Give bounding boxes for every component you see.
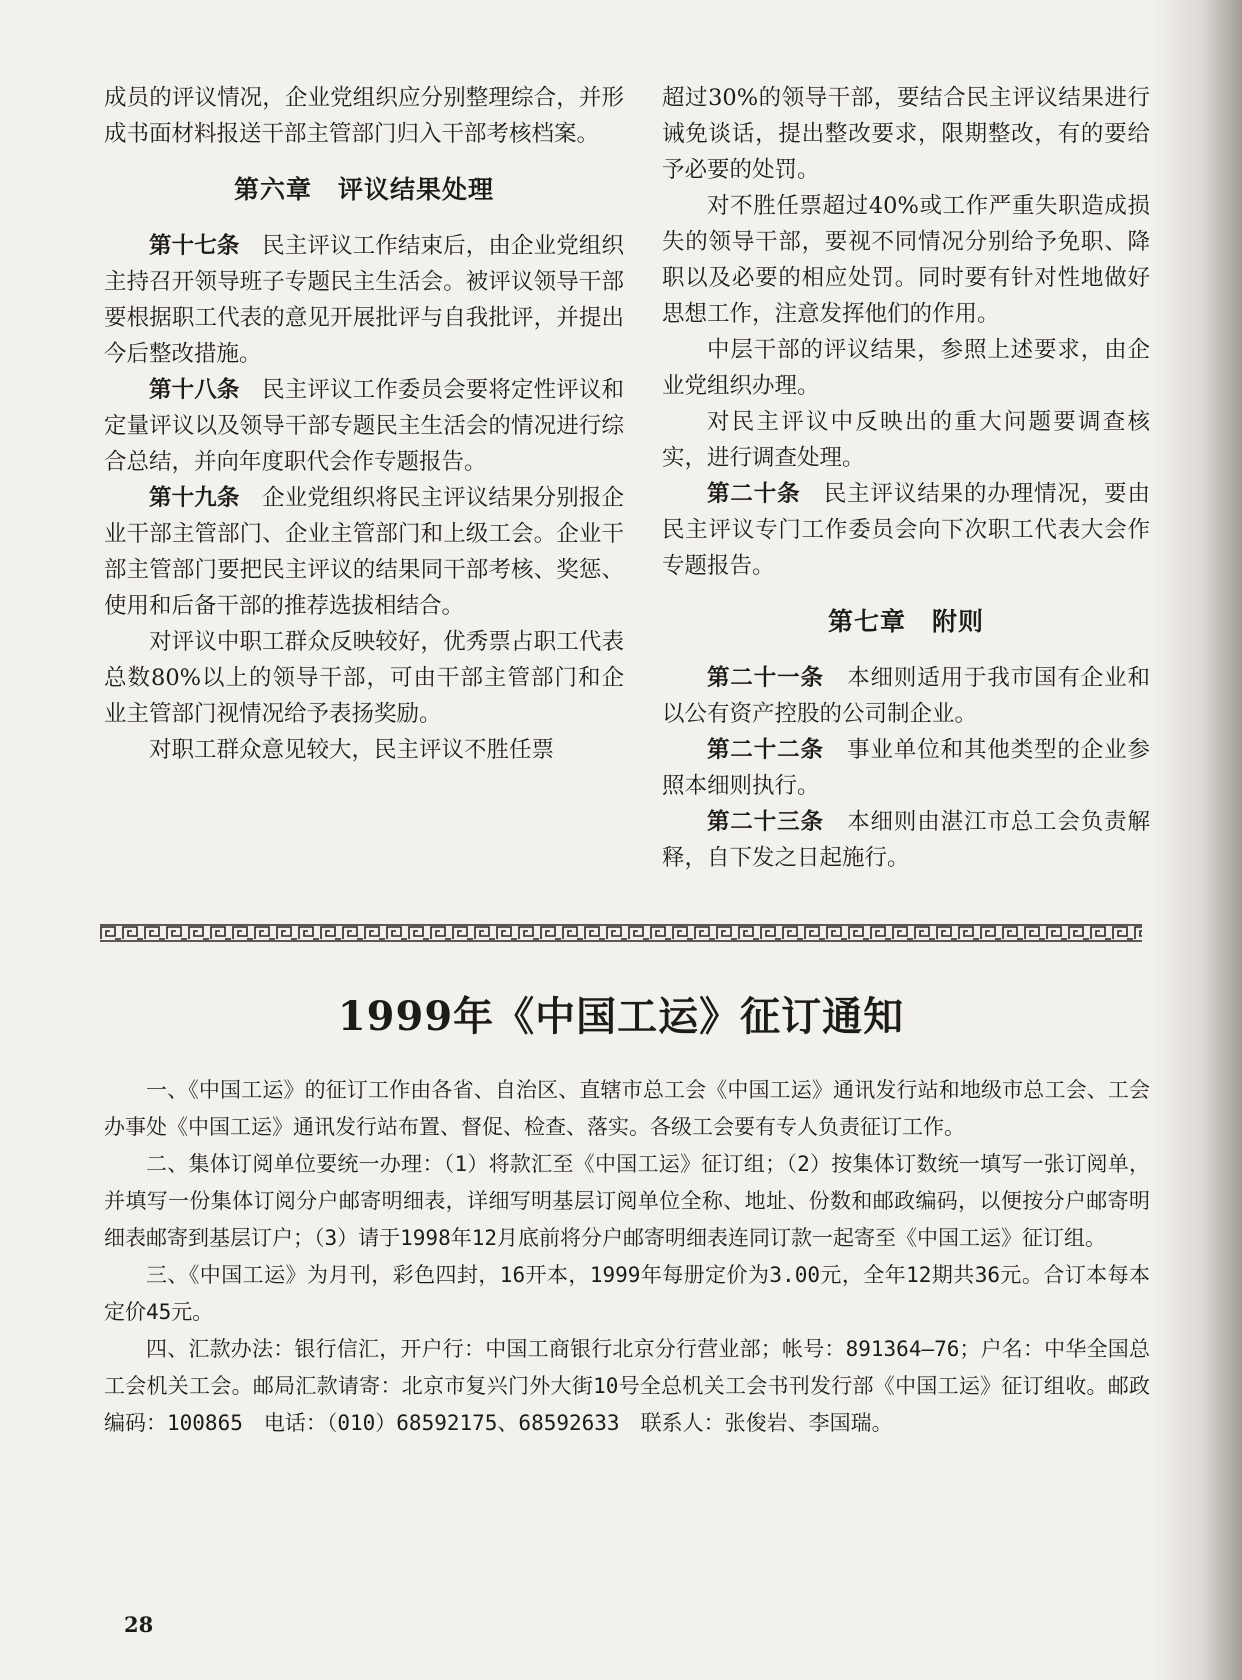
paragraph: 中层干部的评议结果，参照上述要求，由企业党组织办理。	[662, 337, 1150, 399]
left-column	[104, 80, 624, 768]
notice-body	[104, 1072, 1150, 1442]
article-19	[104, 480, 624, 624]
notice-paragraph: 一、《中国工运》的征订工作由各省、自治区、直辖市总工会《中国工运》通讯发行站和地级市总工会、工会办事处《中国工运》通讯发行站布置、督促、检查、落实。各级工会要有专人负责征订工作。	[104, 1078, 1150, 1139]
article-text: 本细则适用于我市国有企业和以公有资产控股的公司制企业。	[662, 665, 1150, 727]
article-text: 民主评议工作结束后，由企业党组织主持召开领导班子专题民主生活会。被评议领导干部要根据职工代表的意见开展批评与自我批评，并提出今后整改措施。	[104, 233, 624, 367]
notice-title: 1999年《中国工运》征订通知	[337, 993, 905, 1040]
article-text: 民主评议结果的办理情况，要由民主评议专门工作委员会向下次职工代表大会作专题报告。	[662, 481, 1150, 579]
paragraph: 成员的评议情况，企业党组织应分别整理综合，并形成书面材料报送干部主管部门归入干部考核档案。	[104, 85, 624, 147]
article-text: 本细则由湛江市总工会负责解释，自下发之日起施行。	[662, 809, 1150, 871]
article-18	[104, 372, 624, 480]
right-column	[662, 80, 1150, 876]
page-number: 28	[124, 1612, 154, 1637]
paragraph: 超过30%的领导干部，要结合民主评议结果进行诫免谈话，提出整改要求，限期整改，有的要给予必要的处罚。	[662, 85, 1150, 183]
article-label: 第二十一条	[707, 665, 824, 691]
article-21	[662, 660, 1150, 732]
article-label: 第二十三条	[707, 809, 824, 835]
article-text: 事业单位和其他类型的企业参照本细则执行。	[662, 737, 1150, 799]
article-text: 企业党组织将民主评议结果分别报企业干部主管部门、企业主管部门和上级工会。企业干部主管部门要把民主评议的结果同干部考核、奖惩、使用和后备干部的推荐选拔相结合。	[104, 485, 624, 619]
paragraph: 对职工群众意见较大，民主评议不胜任票	[149, 737, 555, 763]
article-17	[104, 228, 624, 372]
article-label: 第十七条	[149, 233, 240, 259]
article-label: 第二十二条	[707, 737, 824, 763]
ornamental-divider	[100, 924, 1142, 942]
article-23	[662, 804, 1150, 876]
chapter-heading: 第七章 附则	[827, 607, 984, 636]
article-label: 第十八条	[149, 377, 240, 403]
paragraph: 对民主评议中反映出的重大问题要调查核实，进行调查处理。	[662, 409, 1150, 471]
article-22	[662, 732, 1150, 804]
article-text: 民主评议工作委员会要将定性评议和定量评议以及领导干部专题民主生活会的情况进行综合总结，并向年度职代会作专题报告。	[104, 377, 624, 475]
paragraph: 对评议中职工群众反映较好，优秀票占职工代表总数80%以上的领导干部，可由干部主管部门和企业主管部门视情况给予表扬奖励。	[104, 629, 624, 727]
article-label: 第二十条	[707, 481, 801, 507]
article-label: 第十九条	[149, 485, 240, 511]
notice-paragraph: 二、集体订阅单位要统一办理：（1）将款汇至《中国工运》征订组；（2）按集体订数统一填写一张订阅单，并填写一份集体订阅分户邮寄明细表，详细写明基层订阅单位全称、地址、份数和邮政编码，以便按分户邮寄明细表邮寄到基层订户；（3）请于1998年12月底前将分户邮寄明细表连同订款一起寄至《中国工运》征订组。	[104, 1152, 1150, 1250]
notice-paragraph: 三、《中国工运》为月刊，彩色四封，16开本，1999年每册定价为3.00元，全年12期共36元。合订本每本定价45元。	[104, 1263, 1150, 1324]
notice-paragraph: 四、汇款办法：银行信汇，开户行：中国工商银行北京分行营业部；帐号：891364—76；户名：中华全国总工会机关工会。邮局汇款请寄：北京市复兴门外大街10号全总机关工会书刊发行部《中国工运》征订组收。邮政编码：100865 电话：（010）68592175、68592633 联系人：张俊岩、李国瑞。	[104, 1337, 1150, 1435]
article-20	[662, 476, 1150, 584]
chapter-heading: 第六章 评议结果处理	[233, 175, 494, 204]
page-spine-shadow	[1152, 0, 1242, 1680]
paragraph: 对不胜任票超过40%或工作严重失职造成损失的领导干部，要视不同情况分别给予免职、降职以及必要的相应处罚。同时要有针对性地做好思想工作，注意发挥他们的作用。	[662, 193, 1150, 327]
